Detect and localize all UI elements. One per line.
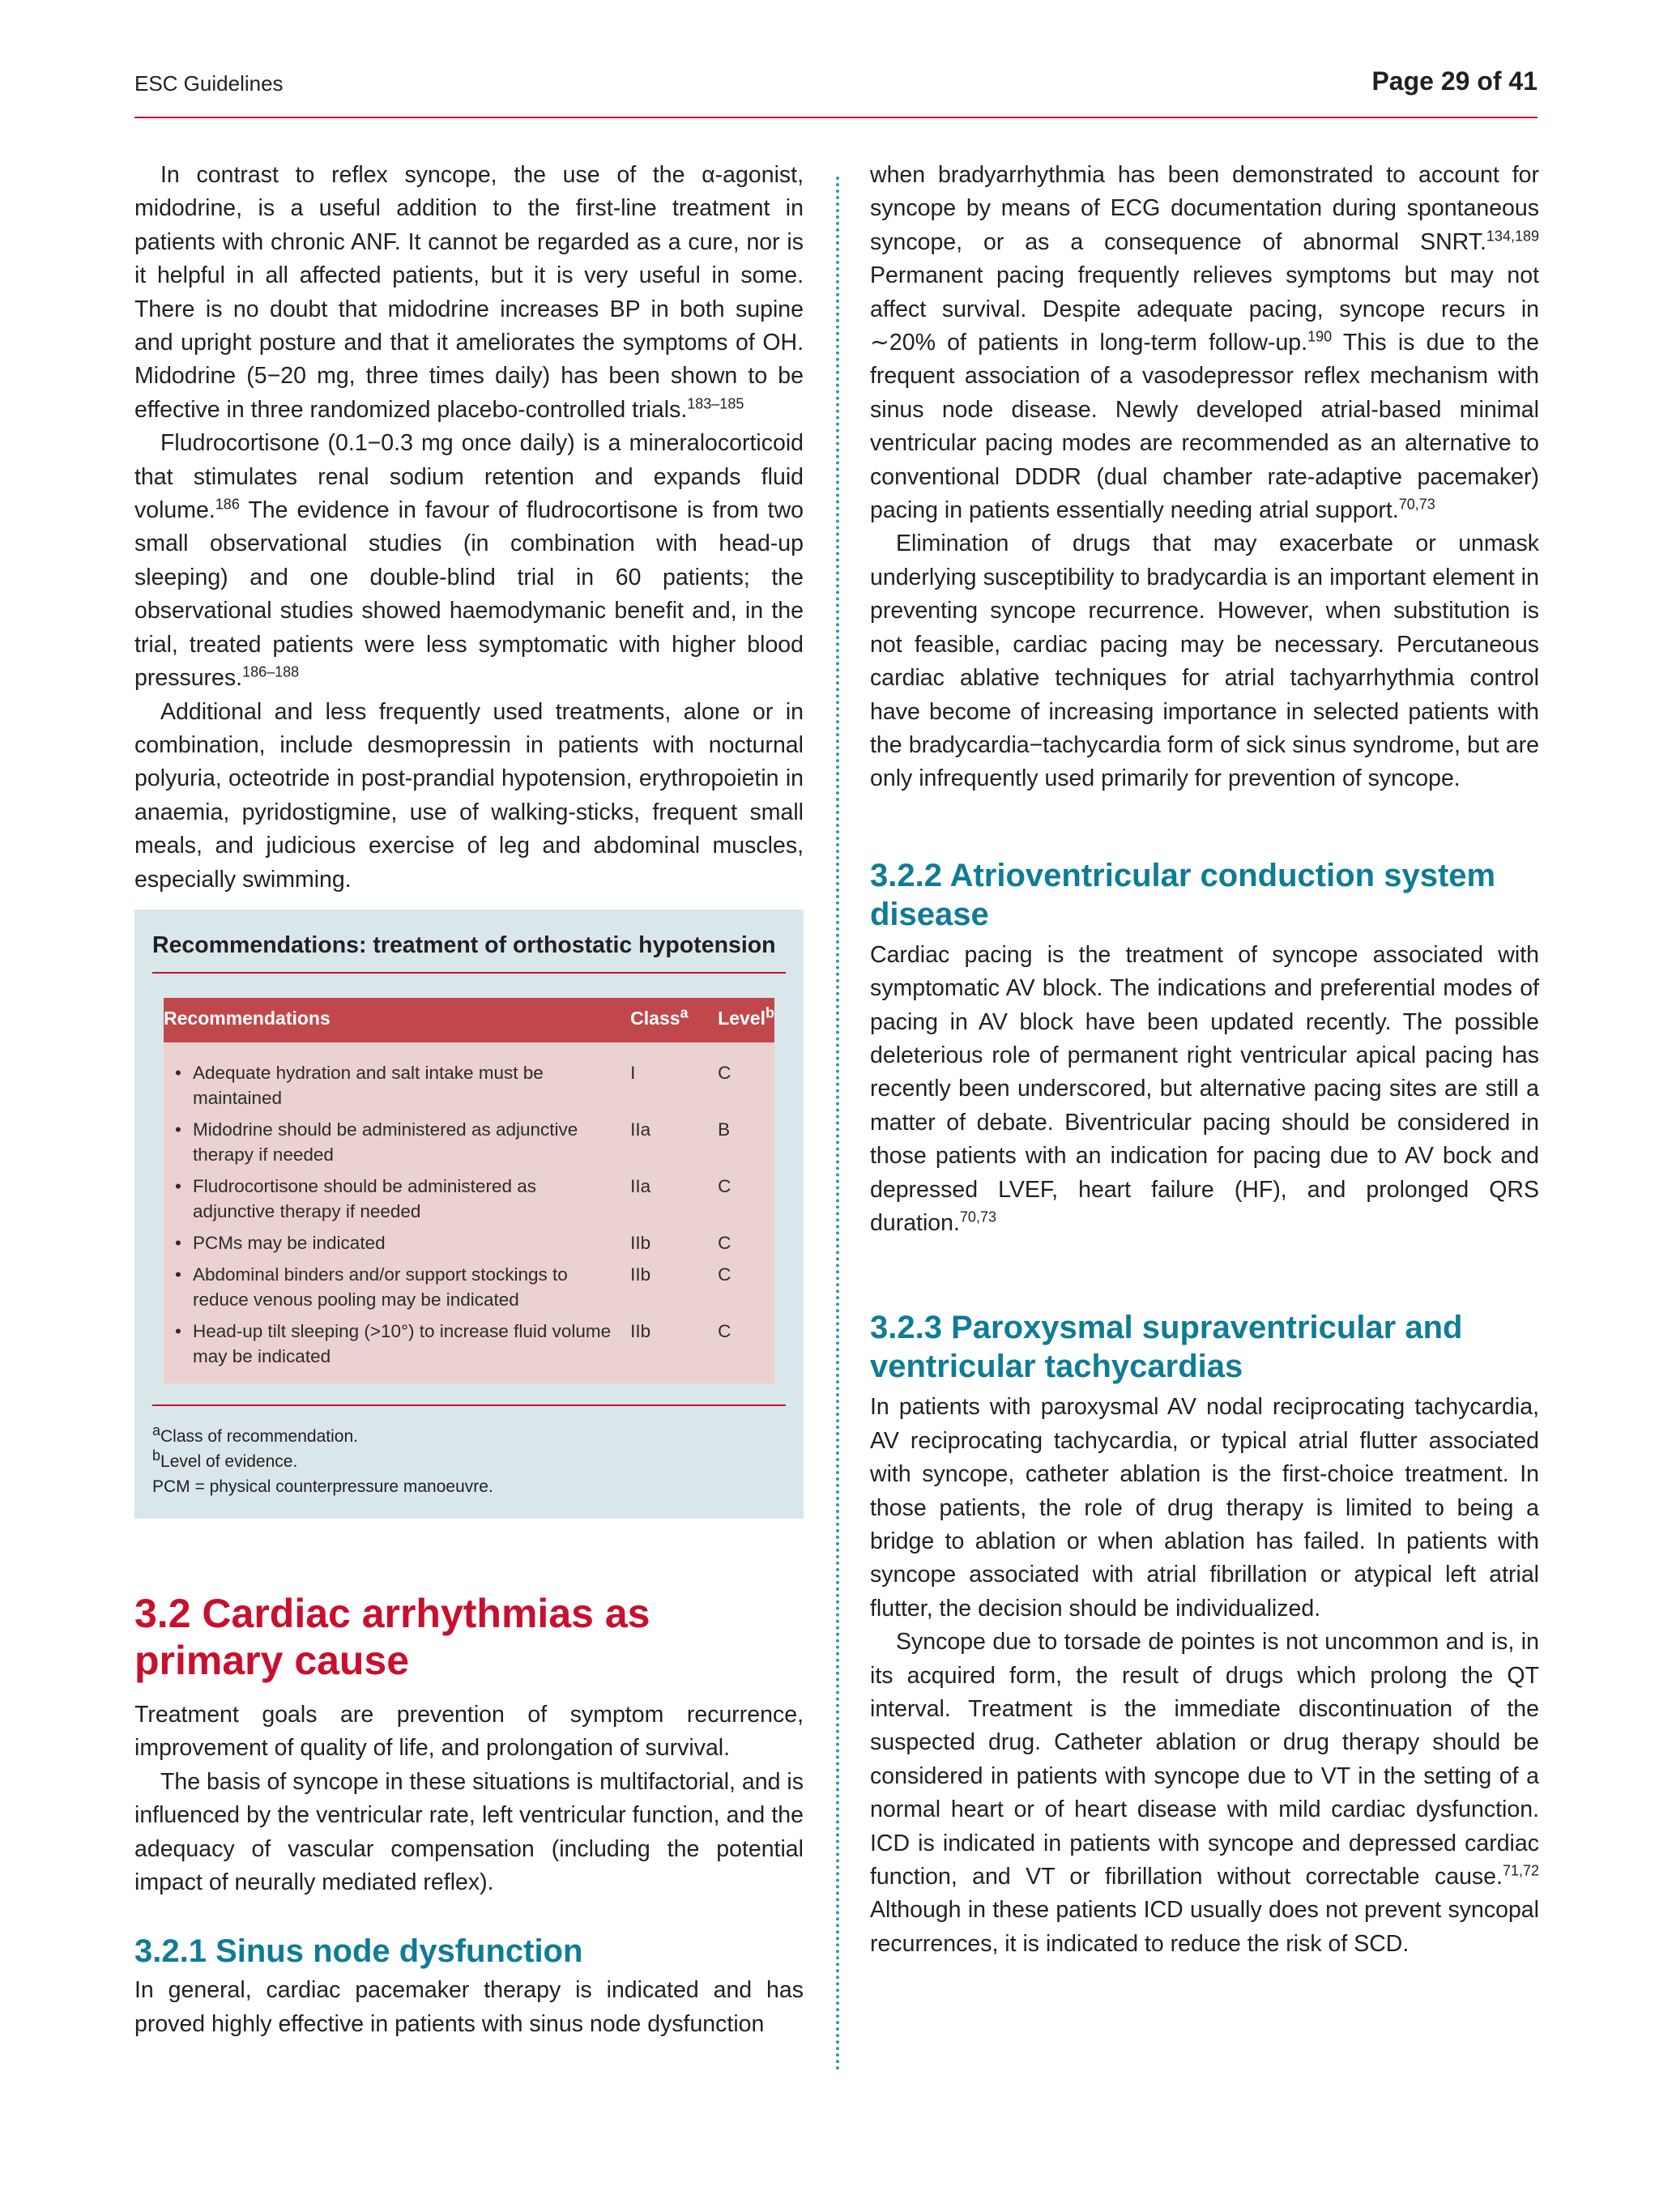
class-value: IIb — [630, 1320, 651, 1341]
level-value: C — [718, 1175, 731, 1196]
recommendation-text: Head-up tilt sleeping (>10°) to increase fluid volume may be indicated — [193, 1320, 612, 1366]
paragraph-bradyarrhythmia: when bradyarrhythmia has been demonstrated to account for syncope by means of ECG documentation during spontaneous syncope, or as a consequence of abnormal SNRT.$^{134,189}$ Permanent pacing frequently relieves symptoms but may not affect survival. Despite adequate pacing, syncope recurs in ∼20% of patients in long-term follow-up.$^{190}$ This is due to the frequent association of a vasodepressor reflex mechanism with sinus node disease. Newly developed atrial-based minimal ventricular pacing modes are recommended as an alternative to conventional DDDR (dual chamber rate-adaptive pacemaker) pacing in patients essentially needing atrial support.$^{70,73}$ — [870, 162, 1540, 524]
recommendations-box — [134, 910, 804, 1519]
paragraph-svt-ablation: In patients with paroxysmal AV nodal reciprocating tachycardia, AV reciprocating tachycardia, or typical atrial flutter associated with syncope, catheter ablation is the first-choice treatment. In those patients, the role of drug therapy is limited to being a bridge to ablation or when ablation has failed. In patients with syncope associated with atrial fibrillation or atypical left atrial flutter, the decision should be individualized. — [870, 1394, 1539, 1622]
table-row — [164, 1259, 774, 1315]
recommendation-text: Adequate hydration and salt intake must be maintained — [193, 1062, 544, 1108]
class-value: IIa — [630, 1175, 651, 1196]
level-value: C — [718, 1320, 731, 1341]
citation: 71,72 — [1502, 1862, 1539, 1879]
table-row — [164, 1170, 774, 1227]
citation: 70,73 — [959, 1208, 996, 1225]
bullet: • — [175, 1232, 181, 1253]
paragraph-sinus-node: In general, cardiac pacemaker therapy is indicated and has proved highly effective in patients with sinus node dysfunction — [134, 1977, 804, 2037]
table-header-row — [164, 998, 774, 1042]
right-column — [870, 159, 1539, 1961]
paragraph-treatment-goals: Treatment goals are prevention of symptom recurrence, improvement of quality of life, and prolongation of survival. — [134, 1701, 804, 1762]
bullet: • — [175, 1062, 181, 1083]
page-header — [134, 66, 1537, 118]
class-value: IIb — [630, 1264, 651, 1285]
paragraph-fludrocortisone: Fludrocortisone (0.1−0.3 mg once daily) is a mineralocorticoid that stimulates renal sodium retention and expands fluid volume.$^{186}$ The evidence in favour of fludrocortisone is from two small observational studies (in combination with head-up sleeping) and one double-blind trial in 60 patients; the observational studies showed haemodymanic benefit and, in the trial, treated patients were less symptomatic with higher blood pressures.$^{186-188}$ — [134, 430, 804, 692]
left-column — [134, 159, 804, 2041]
paragraph-additional-treatments: Additional and less frequently used treatments, alone or in combination, include desmopressin in patients with nocturnal polyuria, octeotride in post-prandial hypotension, erythropoietin in anaemia, pyridostigmine, use of walking-sticks, frequent small meals, and judicious exercise of leg and abdominal muscles, especially swimming. — [134, 698, 804, 893]
paragraph-torsade: Syncope due to torsade de pointes is not uncommon and is, in its acquired form, the result of drugs which prolong the QT interval. Treatment is the immediate discontinuation of the suspected drug. Catheter ablation or drug therapy should be considered in patients with syncope due to VT in the setting of a normal heart or of heart disease with mild cardiac dysfunction. ICD is indicated in patients with syncope and depressed cardiac function, and VT or fibrillation without correctable cause.$^{71,72}$ Although in these patients ICD usually does not prevent syncopal recurrences, it is indicated to reduce the risk of SCD. — [870, 1629, 1539, 1957]
class-value: I — [630, 1062, 636, 1083]
section-heading-3-2-1: 3.2.1 Sinus node dysfunction — [134, 1933, 583, 1970]
recommendations-table-frame — [152, 972, 786, 1406]
journal-name: ESC Guidelines — [134, 71, 284, 96]
citation: 70,73 — [1398, 496, 1435, 513]
level-value: C — [718, 1264, 731, 1285]
paragraph-midodrine: In contrast to reflex syncope, the use of the α-agonist, midodrine, is a useful addition to the first-line treatment in patients with chronic ANF. It cannot be regarded as a cure, nor is it helpful in all affected patients, but it is very useful in some. There is no doubt that midodrine increases BP in both supine and upright posture and that it ameliorates the symptoms of OH. Midodrine (5−20 mg, three times daily) has been shown to be effective in three randomized placebo-controlled trials.$^{183-185}$ — [134, 162, 804, 423]
citation: 183–185 — [687, 395, 744, 412]
section-heading-3-2-2: 3.2.2 Atrioventricular conduction system disease — [870, 857, 1496, 932]
bullet: • — [175, 1119, 181, 1140]
bullet: • — [175, 1175, 181, 1196]
recommendations-title: Recommendations: treatment of orthostatic hypotension — [152, 931, 776, 958]
table-row — [164, 1315, 774, 1383]
table-row — [164, 1227, 774, 1259]
section-heading-3-2: 3.2 Cardiac arrhythmias as primary cause — [134, 1590, 650, 1683]
header-recommendations: Recommendations — [164, 998, 622, 1042]
table-row — [164, 1114, 774, 1170]
citation: 186 — [215, 496, 240, 513]
paragraph-drug-elimination: Elimination of drugs that may exacerbate or unmask underlying susceptibility to bradycardia is an important element in preventing syncope recurrence. However, when substitution is not feasible, cardiac pacing may be necessary. Percutaneous cardiac ablative techniques for atrial tachyarrhythmia control have become of increasing importance in selected patients with the bradycardia−tachycardia form of sick sinus syndrome, but are only infrequently used primarily for prevention of syncope. — [870, 531, 1539, 792]
class-value: IIa — [630, 1119, 651, 1140]
bullet: • — [175, 1320, 181, 1341]
level-value: C — [718, 1062, 731, 1083]
class-value: IIb — [630, 1232, 651, 1253]
column-divider — [836, 177, 839, 2072]
recommendation-text: Midodrine should be administered as adjunctive therapy if needed — [193, 1119, 578, 1165]
table-footnotes — [152, 1421, 786, 1499]
footnote-level: $^b$Level of evidence. — [152, 1447, 298, 1471]
citation: 190 — [1307, 328, 1333, 345]
footnote-class: $^a$Class of recommendation. — [152, 1421, 358, 1446]
header-class: Class$^a$ — [622, 998, 718, 1042]
section-heading-3-2-3: 3.2.3 Paroxysmal supraventricular and ventricular tachycardias — [870, 1310, 1463, 1385]
table-row — [164, 1042, 774, 1114]
recommendations-table — [164, 998, 774, 1383]
level-value: B — [718, 1119, 731, 1140]
citation: 134,189 — [1486, 228, 1539, 245]
recommendation-text: Fludrocortisone should be administered as adjunctive therapy if needed — [193, 1175, 536, 1221]
page-number: Page 29 of 41 — [1371, 66, 1537, 96]
recommendation-text: Abdominal binders and/or support stockings to reduce venous pooling may be indicated — [193, 1264, 568, 1310]
citation: 186–188 — [242, 663, 300, 680]
bullet: • — [175, 1264, 181, 1285]
paragraph-av-block: Cardiac pacing is the treatment of syncope associated with symptomatic AV block. The indications and preferential modes of pacing in AV block have been updated recently. The possible deleterious role of permanent right ventricular apical pacing has recently been underscored, but alternative pacing sites are still a matter of debate. Biventricular pacing should be considered in those patients with an indication for pacing due to AV bock and depressed LVEF, heart failure (HF), and prolonged QRS duration.$^{70,73}$ — [870, 941, 1539, 1236]
header-level: Level$^b$ — [718, 998, 774, 1042]
level-value: C — [718, 1232, 731, 1253]
footnote-pcm: PCM = physical counterpressure manoeuvre. — [152, 1477, 493, 1496]
recommendation-text: PCMs may be indicated — [193, 1232, 386, 1253]
paragraph-multifactorial: The basis of syncope in these situations is multifactorial, and is influenced by the ventricular rate, left ventricular function, and the adequacy of vascular compensation (including the potential impact of neurally mediated reflex). — [134, 1768, 804, 1895]
